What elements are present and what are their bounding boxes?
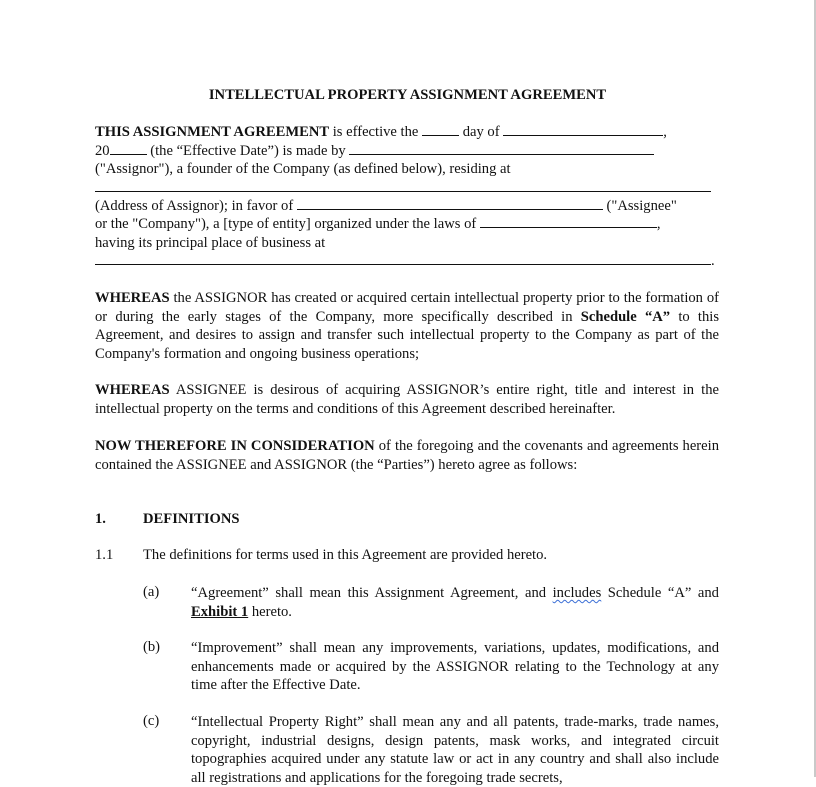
item-label-b: (b) bbox=[143, 639, 161, 655]
whereas-bold: WHEREAS bbox=[95, 290, 170, 306]
day-blank[interactable] bbox=[422, 124, 459, 136]
intro-line-1 bbox=[95, 124, 667, 141]
whereas-text: the ASSIGNOR has created or acquired certain intellectual property prior to the formation of or during the early stages of the Company, more specifically described in bbox=[95, 290, 719, 325]
item-text-b: “Improvement” shall mean any improvements, variations, updates, modifications, and enhancements made or acquired by the ASSIGNOR relating to the Technology at any time after the Effective Date. bbox=[191, 640, 719, 694]
month-blank[interactable] bbox=[503, 124, 663, 136]
whereas-paragraph-1 bbox=[95, 289, 719, 363]
item-text: “Agreement” shall mean this Assignment Agreement, and bbox=[191, 585, 553, 601]
intro-text: . bbox=[711, 253, 715, 269]
intro-line-4 bbox=[95, 180, 711, 197]
intro-text: , bbox=[663, 124, 667, 140]
intro-line-5 bbox=[95, 198, 677, 215]
intro-text: , bbox=[656, 216, 661, 232]
whereas-paragraph-2 bbox=[95, 381, 719, 418]
intro-text: (the “Effective Date”) is made by bbox=[146, 143, 350, 159]
intro-text: (Address of Assignor); in favor of bbox=[95, 198, 297, 214]
section-number: 1. bbox=[95, 511, 106, 527]
section-heading: DEFINITIONS bbox=[143, 511, 240, 527]
whereas-text: ASSIGNEE is desirous of acquiring ASSIGNOR’s entire right, title and interest in the intellectual property on the terms and conditions of this Agreement described hereinafter. bbox=[95, 382, 719, 417]
assignor-name-blank[interactable] bbox=[349, 143, 654, 155]
assignee-name-blank[interactable] bbox=[297, 198, 603, 210]
intro-text: day of bbox=[459, 124, 504, 140]
consideration-bold: NOW THEREFORE IN CONSIDERATION bbox=[95, 438, 375, 454]
intro-text: ("Assignee" bbox=[602, 198, 677, 214]
intro-text: is effective the bbox=[329, 124, 423, 140]
consideration-text: of the foregoing and the covenants and agreements herein contained the ASSIGNEE and ASSIGNOR (the “Parties”) hereto agree as follows: bbox=[95, 438, 719, 473]
intro-line-7: having its principal place of business at bbox=[95, 235, 326, 251]
clause-number: 1.1 bbox=[95, 547, 114, 563]
consideration-paragraph bbox=[95, 437, 719, 474]
jurisdiction-blank[interactable] bbox=[480, 216, 657, 228]
intro-bold: THIS ASSIGNMENT AGREEMENT bbox=[95, 124, 330, 140]
schedule-reference: Schedule “A” bbox=[580, 308, 671, 325]
item-label-c: (c) bbox=[143, 713, 160, 729]
clause-text: The definitions for terms used in this Agreement are provided hereto. bbox=[143, 547, 548, 563]
intro-text: 20 bbox=[95, 143, 110, 159]
spellcheck-word[interactable]: includes bbox=[552, 585, 602, 601]
item-text: hereto. bbox=[248, 603, 292, 620]
intro-line-8 bbox=[95, 253, 715, 270]
intro-text: or the "Company"), a [type of entity] organized under the laws of bbox=[95, 216, 480, 232]
item-text: Schedule “A” and bbox=[601, 585, 719, 601]
intro-line-2 bbox=[95, 143, 654, 160]
item-text-c: “Intellectual Property Right” shall mean any and all patents, trade-marks, trade names, copyright, industrial designs, design patents, mask works, and integrated circuit topographies acquired under any statute law or act in any country and shall also include all registrations and applications for the foregoing trade secrets, bbox=[191, 714, 719, 786]
document-title: INTELLECTUAL PROPERTY ASSIGNMENT AGREEMENT bbox=[208, 87, 607, 103]
item-text-a bbox=[191, 584, 719, 621]
exhibit-reference: Exhibit 1 bbox=[191, 603, 249, 620]
business-address-blank[interactable] bbox=[95, 253, 711, 265]
year-blank[interactable] bbox=[110, 143, 147, 155]
whereas-text: to this Agreement, and desires to assign and transfer such intellectual property to the Company as part of the Company's formation and ongoing business operations; bbox=[95, 308, 720, 362]
whereas-bold: WHEREAS bbox=[95, 382, 170, 398]
intro-line-3: ("Assignor"), a founder of the Company (as defined below), residing at bbox=[95, 161, 511, 177]
assignor-address-blank[interactable] bbox=[95, 180, 711, 192]
intro-line-6 bbox=[95, 216, 661, 233]
item-label-a: (a) bbox=[143, 584, 160, 600]
